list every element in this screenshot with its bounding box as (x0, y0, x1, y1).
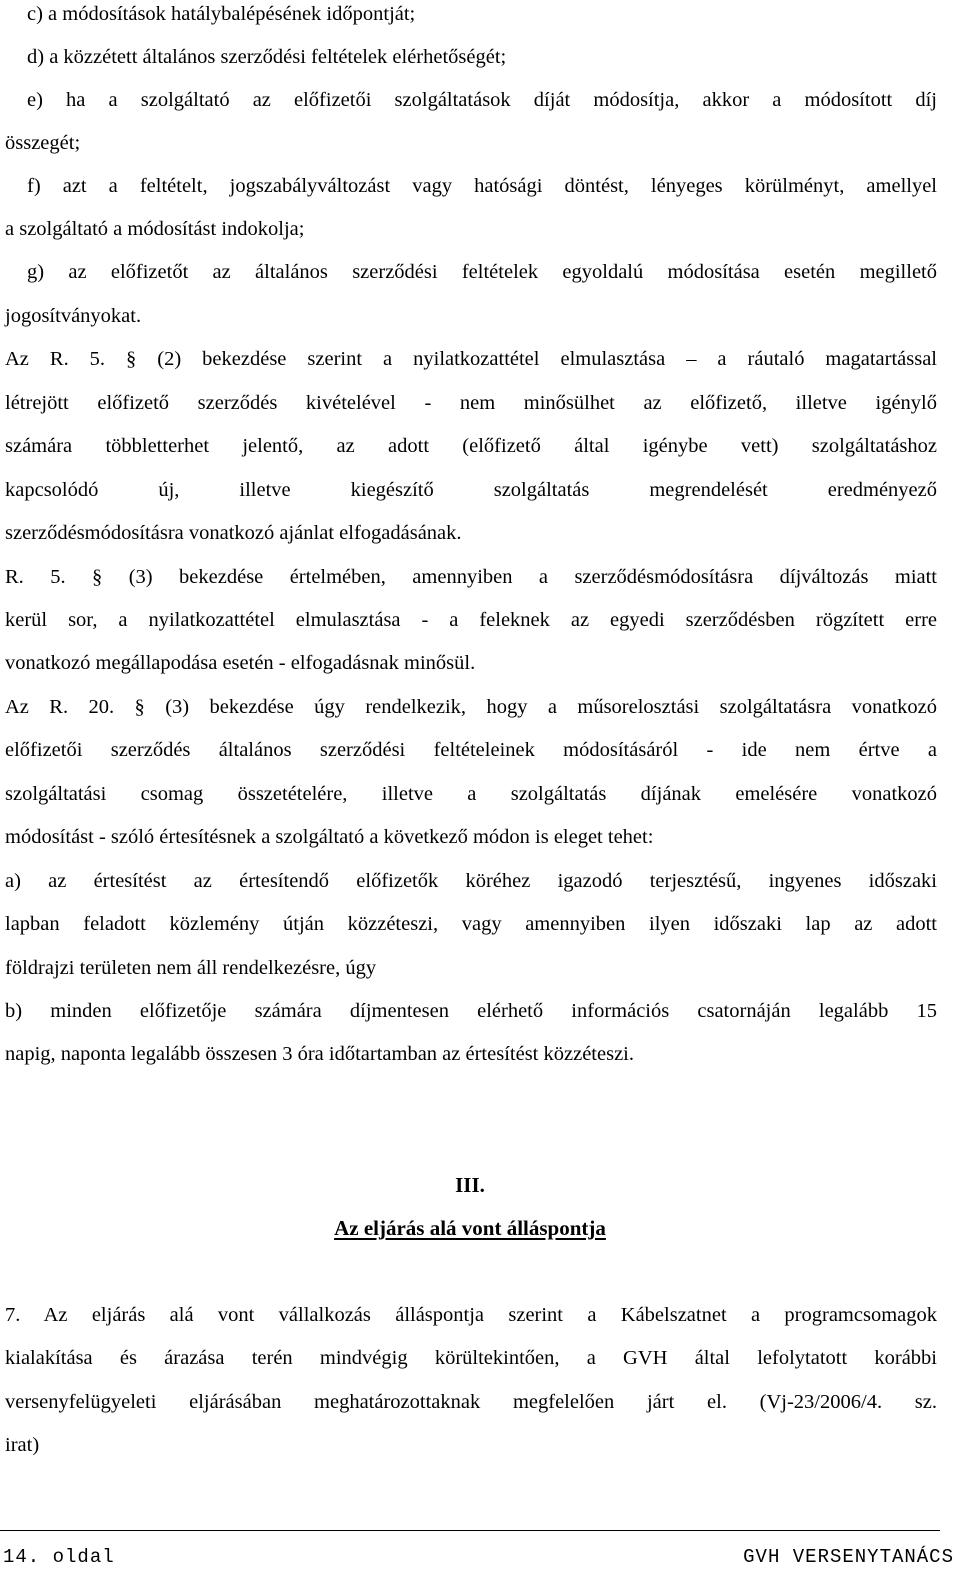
paragraph-line: számára többletterhet jelentő, az adott (előfizető által igénybe vett) szolgáltatáshoz (5, 435, 937, 457)
paragraph-line: napig, naponta legalább összesen 3 óra időtartamban az értesítést közzéteszi. (5, 1043, 634, 1065)
paragraph-line: versenyfelügyeleti eljárásában meghatározottaknak megfelelően járt el. (Vj-23/2006/4. sz. (5, 1391, 937, 1413)
paragraph-line: R. 5. § (3) bekezdése értelmében, amennyiben a szerződésmódosításra díjváltozás miatt (5, 566, 937, 588)
paragraph-line: előfizetői szerződés általános szerződési feltételeinek módosításáról - ide nem értve a (5, 739, 937, 761)
paragraph-line: kapcsolódó új, illetve kiegészítő szolgáltatás megrendelését eredményező (5, 479, 937, 501)
paragraph-line: a) az értesítést az értesítendő előfizetők köréhez igazodó terjesztésű, ingyenes időszaki (5, 870, 937, 892)
paragraph-line: szerződésmódosításra vonatkozó ajánlat elfogadásának. (5, 522, 462, 544)
list-item-d: d) a közzétett általános szerződési feltételek elérhetőségét; (27, 46, 507, 68)
list-item-e: e) ha a szolgáltató az előfizetői szolgáltatások díját módosítja, akkor a módosított díj (27, 89, 937, 111)
paragraph-line: földrajzi területen nem áll rendelkezésre, úgy (5, 957, 377, 979)
paragraph-line: kerül sor, a nyilatkozattétel elmulasztása - a feleknek az egyedi szerződésben rögzített erre (5, 609, 937, 631)
footer-organization: GVH VERSENYTANÁCS (743, 1546, 954, 1568)
paragraph-line: 7. Az eljárás alá vont vállalkozás álláspontja szerint a Kábelszatnet a programcsomagok (5, 1304, 937, 1326)
list-item-c: c) a módosítások hatálybalépésének időpontját; (27, 3, 416, 25)
paragraph-line: irat) (5, 1434, 40, 1456)
section-number: III. (455, 1173, 485, 1197)
paragraph-line: létrejött előfizető szerződés kivételével - nem minősülhet az előfizető, illetve igénylő (5, 392, 937, 414)
list-item-f: f) azt a feltételt, jogszabályváltozást vagy hatósági döntést, lényeges körülményt, amellyel (27, 175, 937, 197)
section-title-text: Az eljárás alá vont álláspontja (334, 1216, 606, 1240)
paragraph-line: módosítást - szóló értesítésnek a szolgáltató a következő módon is eleget tehet: (5, 826, 654, 848)
text-line: jogosítványokat. (5, 305, 142, 327)
section-title (0, 1215, 940, 1241)
paragraph-line: lapban feladott közlemény útján közzéteszi, vagy amennyiben ilyen időszaki lap az adott (5, 913, 937, 935)
text-line: összegét; (5, 132, 81, 154)
text-line: a szolgáltató a módosítást indokolja; (5, 218, 305, 240)
footer-divider (0, 1530, 940, 1531)
page-number: 14. oldal (3, 1546, 115, 1568)
paragraph-line: Az R. 20. § (3) bekezdése úgy rendelkezik, hogy a műsorelosztási szolgáltatásra vonatkozó (5, 696, 937, 718)
list-item-g: g) az előfizetőt az általános szerződési feltételek egyoldalú módosítása esetén megillető (27, 261, 937, 283)
paragraph-line: b) minden előfizetője számára díjmentesen elérhető információs csatornáján legalább 15 (5, 1000, 937, 1022)
paragraph-line: vonatkozó megállapodása esetén - elfogadásnak minősül. (5, 652, 476, 674)
paragraph-line: szolgáltatási csomag összetételére, illetve a szolgáltatás díjának emelésére vonatkozó (5, 783, 937, 805)
paragraph-line: Az R. 5. § (2) bekezdése szerint a nyilatkozattétel elmulasztása – a ráutaló magatartással (5, 348, 937, 370)
paragraph-line: kialakítása és árazása terén mindvégig körültekintően, a GVH által lefolytatott korábbi (5, 1347, 937, 1369)
